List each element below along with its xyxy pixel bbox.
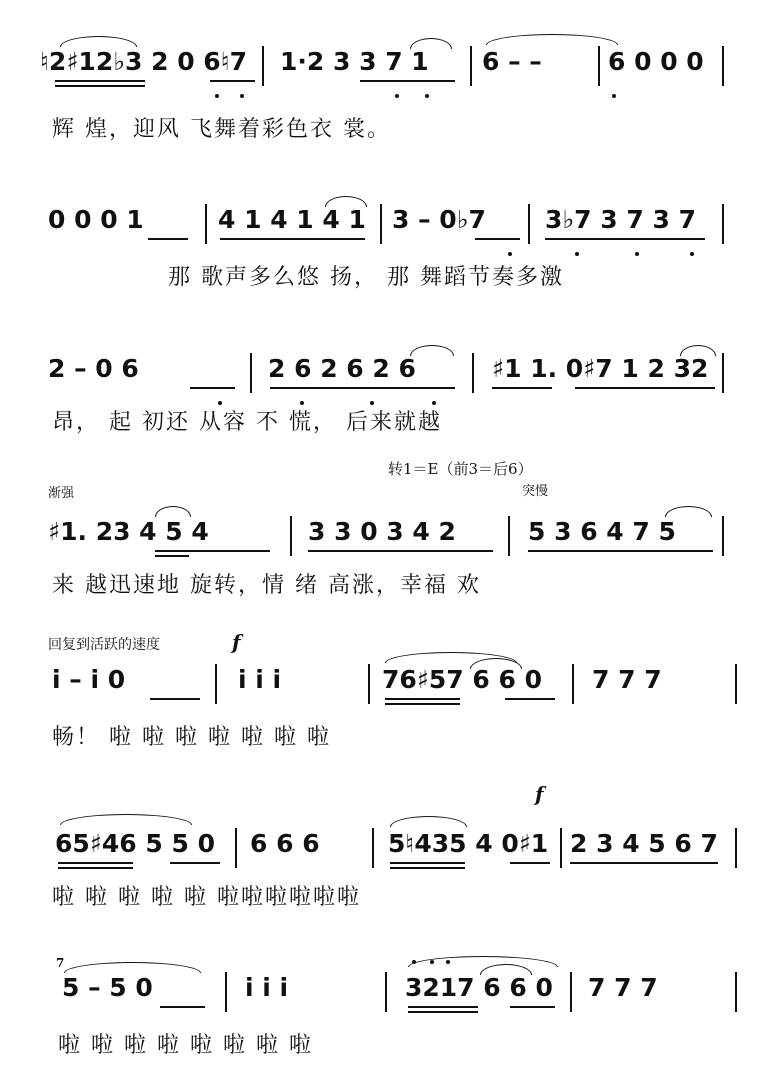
- beam: [210, 80, 255, 82]
- beam: [545, 238, 705, 240]
- notes: 76♯57 6 6 0: [382, 665, 542, 694]
- notes: 6 – –: [482, 47, 542, 76]
- notes: ♮2♯12♭3 2 0 6♮7: [40, 47, 248, 76]
- measure-2: [308, 510, 493, 554]
- lyrics-row: [0, 568, 772, 598]
- beam: [155, 555, 189, 557]
- barline: [368, 664, 370, 704]
- lyrics: 辉 煌，迎风 飞舞着彩色衣 裳。: [52, 117, 391, 142]
- lyrics: 那 歌声多么悠 扬， 那 舞蹈节奏多激: [168, 265, 564, 290]
- octave-dot: [412, 960, 416, 964]
- barline: [470, 46, 472, 86]
- notes: i i i: [245, 973, 289, 1002]
- notes: i – i 0: [52, 665, 126, 694]
- notes: 3 – 0♭7: [392, 205, 486, 234]
- measure-3: [482, 40, 592, 84]
- barline: [735, 972, 737, 1012]
- beam: [308, 550, 493, 552]
- beam: [575, 387, 715, 389]
- measure-3: [388, 822, 553, 866]
- notes: 3♭7 3 7 3 7: [545, 205, 696, 234]
- octave-dot: [430, 960, 434, 964]
- tempo-annotation: 突慢: [522, 484, 549, 499]
- beam: [505, 698, 555, 700]
- beam: [55, 85, 145, 87]
- beam: [150, 698, 200, 700]
- octave-dot: [612, 94, 616, 98]
- notes: i i i: [238, 665, 282, 694]
- measure-4: [570, 822, 718, 866]
- notes: 1·2 3 3 7 1: [280, 47, 429, 76]
- tempo-annotation: 回复到活跃的速度: [48, 637, 160, 653]
- slur: [155, 506, 191, 517]
- barline: [735, 828, 737, 868]
- barline: [385, 972, 387, 1012]
- lyrics-row: [0, 1028, 772, 1058]
- notes: 2 3 4 5 6 7: [570, 829, 718, 858]
- beam: [148, 238, 188, 240]
- notes: 0 0 0 1: [48, 205, 144, 234]
- beam: [360, 80, 455, 82]
- beam: [408, 1011, 478, 1013]
- barline: [735, 664, 737, 704]
- beam: [190, 387, 235, 389]
- octave-dot: [395, 94, 399, 98]
- beam: [55, 80, 145, 82]
- notes: 2 – 0 6: [48, 354, 139, 383]
- grace-note: 7: [56, 956, 65, 970]
- lyrics-row: [0, 112, 772, 142]
- notes: 6 6 6: [250, 829, 320, 858]
- dynamic-forte: f: [232, 630, 241, 654]
- measure-1: [52, 658, 202, 702]
- dynamic-forte: f: [535, 782, 544, 806]
- lyrics-row: [0, 880, 772, 910]
- beam: [570, 862, 718, 864]
- notes: ♯1 1. 0♯7 1 2 32: [492, 354, 709, 383]
- slur: [60, 36, 137, 47]
- beam: [385, 698, 460, 700]
- beam: [160, 1006, 205, 1008]
- barline: [570, 972, 572, 1012]
- slur: [390, 816, 467, 827]
- beam: [510, 862, 550, 864]
- measure-2: [238, 658, 343, 702]
- notes: 3217 6 6 0: [405, 973, 553, 1002]
- barline: [472, 353, 474, 393]
- crescendo-annotation: 渐强: [48, 486, 75, 501]
- tie: [486, 34, 618, 45]
- barline: [262, 46, 264, 86]
- beam: [270, 387, 455, 389]
- notes: 7 7 7: [588, 973, 658, 1002]
- beam: [170, 862, 220, 864]
- octave-dot: [575, 252, 579, 256]
- measure-1: [48, 347, 240, 391]
- lyrics: 来 越迅速地 旋转，情 绪 高涨，幸福 欢: [52, 573, 481, 598]
- notes: 6 0 0 0: [608, 47, 704, 76]
- notes: 65♯46 5 5 0: [55, 829, 215, 858]
- beam: [408, 1006, 478, 1008]
- beam: [492, 387, 552, 389]
- notes: 3 3 0 3 4 2: [308, 517, 456, 546]
- barline: [225, 972, 227, 1012]
- barline: [722, 516, 724, 556]
- notes: 2 6 2 6 2 6: [268, 354, 416, 383]
- measure-4: [592, 658, 692, 702]
- measure-3: [392, 198, 520, 242]
- measure-4: [588, 966, 698, 1010]
- measure-3: [382, 658, 557, 702]
- lyrics: 啦 啦 啦 啦 啦 啦 啦 啦: [58, 1033, 313, 1058]
- beam: [510, 1006, 555, 1008]
- barline: [215, 664, 217, 704]
- slur: [665, 506, 712, 517]
- notes: 4 1 4 1 4 1: [218, 205, 366, 234]
- barline: [250, 353, 252, 393]
- beam: [475, 238, 520, 240]
- slur: [60, 814, 192, 825]
- lyrics: 啦 啦 啦 啦 啦 啦啦啦啦啦啦: [52, 885, 361, 910]
- beam: [220, 238, 365, 240]
- octave-dot: [635, 252, 639, 256]
- octave-dot: [690, 252, 694, 256]
- notes: 7 7 7: [592, 665, 662, 694]
- octave-dot: [446, 960, 450, 964]
- barline: [572, 664, 574, 704]
- barline: [598, 46, 600, 86]
- notes: 5 3 6 4 7 5: [528, 517, 676, 546]
- lyrics-row: [0, 260, 772, 290]
- barline: [380, 204, 382, 244]
- measure-1: [48, 198, 198, 242]
- measure-1: [55, 822, 220, 866]
- notes: ♯1. 23 4 5 4: [48, 517, 209, 546]
- notes: 5 – 5 0: [62, 973, 153, 1002]
- beam: [155, 550, 270, 552]
- lyrics: 畅！ 啦 啦 啦 啦 啦 啦 啦: [52, 725, 331, 750]
- measure-4: [608, 40, 708, 84]
- barline: [528, 204, 530, 244]
- beam: [528, 550, 713, 552]
- beam: [385, 703, 460, 705]
- barline: [290, 516, 292, 556]
- octave-dot: [425, 94, 429, 98]
- octave-dot: [508, 252, 512, 256]
- key-change-annotation: 转1＝E（前3＝后6）: [388, 460, 533, 478]
- beam: [390, 867, 465, 869]
- beam: [58, 867, 133, 869]
- lyrics-row: [0, 720, 772, 750]
- slur: [64, 962, 201, 973]
- barline: [235, 828, 237, 868]
- notes: 5♮435 4 0♯1: [388, 829, 549, 858]
- octave-dot: [215, 94, 219, 98]
- measure-2: [250, 822, 350, 866]
- lyrics-row: [0, 405, 772, 435]
- beam: [58, 862, 133, 864]
- barline: [722, 353, 724, 393]
- lyrics: 昂， 起 初还 从容 不 慌， 后来就越: [52, 410, 442, 435]
- measure-4: [545, 198, 705, 242]
- barline: [508, 516, 510, 556]
- barline: [560, 828, 562, 868]
- barline: [722, 46, 724, 86]
- measure-2: [245, 966, 355, 1010]
- barline: [372, 828, 374, 868]
- barline: [722, 204, 724, 244]
- beam: [390, 862, 465, 864]
- octave-dot: [240, 94, 244, 98]
- barline: [205, 204, 207, 244]
